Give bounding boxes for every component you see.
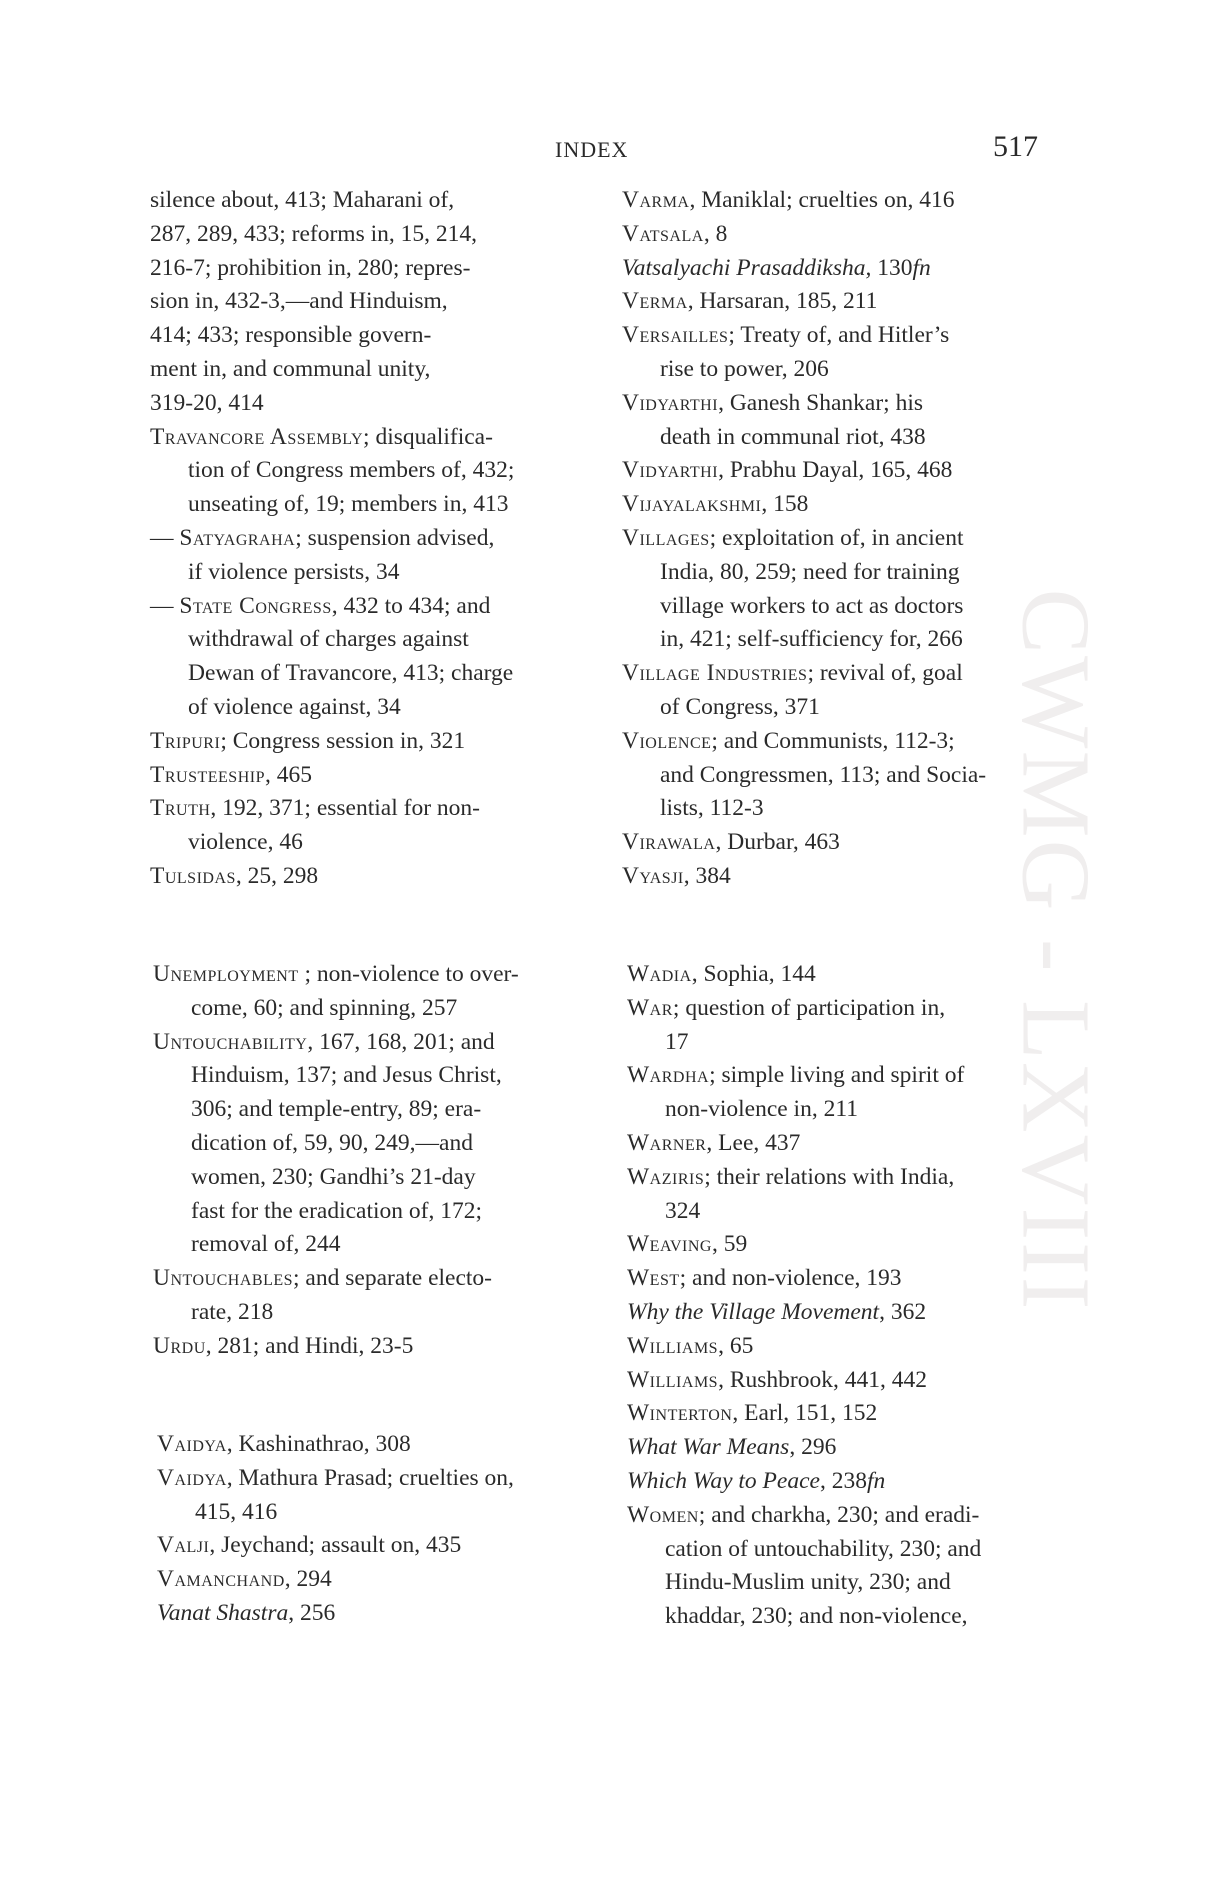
entry-first-line [622,826,1042,860]
index-entry [622,454,1042,488]
entry-line: 216-7; prohibition in, 280; repres- [150,254,471,281]
entry-first-line [627,1127,1047,1161]
index-entry [153,1262,573,1330]
index-entry [153,1026,573,1263]
entry-continuation-line: if violence persists, 34 [188,558,400,585]
right-column-w-entries [627,958,1047,1634]
entry-continuation-line: unseating of, 19; members in, 413 [188,491,509,518]
entry-heading: Untouchability [153,1028,308,1055]
entry-first-line [622,285,1042,319]
entry-continuation-line: withdrawal of charges against [188,626,469,653]
entry-first-line [627,1330,1047,1364]
entry-dash: — [150,592,180,619]
entry-text: , 65 [718,1332,754,1359]
entry-title-italic: Which Way to Peace [627,1467,820,1494]
entry-continuation-line: Hindu-Muslim unity, 230; and [665,1569,951,1596]
index-entry [627,1397,1047,1431]
entry-text: , 256 [288,1599,336,1626]
entry-heading: Wadia [627,961,692,987]
entry-footnote-mark: fn [866,1467,886,1494]
entry-heading: Valji [157,1532,210,1559]
entry-continuation-line: non-violence in, 211 [665,1096,858,1123]
entry-first-line [153,1330,573,1364]
entry-dash: — [150,524,180,551]
entry-continuation-line: and Congressmen, 113; and Socia- [660,761,987,788]
entry-continuation-line: 324 [665,1197,701,1224]
index-entry [150,725,570,759]
entry-text: ; revival of, goal [807,660,963,687]
entry-title-italic: Vatsalyachi Prasaddiksha, [622,254,872,281]
entry-continuation-line: lists, 112-3 [660,795,764,822]
entry-text: , 281; and Hindi, 23-5 [205,1332,414,1359]
entry-line: sion in, 432-3,—and Hinduism, [150,288,448,315]
entry-heading: Warner [627,1129,707,1156]
entry-continuation-line: India, 80, 259; need for training [660,558,960,585]
entry-heading: Village Industries [622,660,808,687]
entry-heading: Vyasji [622,862,684,889]
entry-text: , 192, 371; essential for non- [210,795,480,822]
entry-first-line [627,1296,1047,1330]
entry-first-line [627,1465,1047,1499]
entry-text: ; Congress session in, 321 [220,727,466,754]
index-entry [150,860,570,894]
index-entry [622,218,1042,252]
entry-text: ; and non-violence, 193 [679,1265,902,1292]
entry-heading: Violence [622,727,712,754]
entry-heading: Vidyarthi [622,389,719,416]
entry-first-line [157,1462,577,1496]
entry-text: , Jeychand; assault on, 435 [209,1532,462,1559]
entry-text: , 8 [703,220,728,247]
entry-heading: Winterton [627,1400,733,1427]
entry-continuation-line: rate, 218 [191,1298,274,1325]
index-entry [622,826,1042,860]
index-entry [153,958,573,1026]
entry-heading: Tulsidas [150,862,236,889]
entry-continuation-line: death in communal riot, 438 [660,423,926,450]
entry-text: , 384 [683,862,731,889]
index-entry [622,657,1042,725]
index-entry [622,860,1042,894]
entry-text: , 362 [879,1298,927,1325]
entry-first-line [150,590,570,624]
entry-first-line [627,1262,1047,1296]
watermark-text: CWMG - LXVIII [1001,588,1109,1312]
entry-first-line [150,759,570,793]
entry-text: , 25, 298 [235,862,319,889]
entry-first-line [627,1364,1047,1398]
index-entry [627,1364,1047,1398]
entry-first-line [150,421,570,455]
entry-continuation-line: cation of untouchability, 230; and [665,1535,982,1562]
entry-first-line [622,454,1042,488]
entry-text: , 465 [264,761,312,788]
entry-first-line [622,657,1042,691]
entry-text: , Maniklal; cruelties on, 416 [689,187,955,213]
page-number: 517 [993,130,1038,163]
index-entry [627,1330,1047,1364]
entry-continuation-line: of Congress, 371 [660,693,820,720]
entry-first-line [150,725,570,759]
entry-heading: Vatsala [622,220,704,247]
entry-line: 319-20, 414 [150,389,264,416]
entry-continuation-line: village workers to act as doctors [660,592,964,619]
entry-first-line [153,1026,573,1060]
entry-text: , Durbar, 463 [715,829,840,856]
entry-text: , Sophia, 144 [691,961,816,987]
index-entry [150,421,570,522]
entry-first-line [157,1597,577,1631]
entry-continuation-line: dication of, 59, 90, 249,—and [191,1129,473,1156]
entry-footnote-mark: fn [912,254,931,281]
entry-text: , 432 to 434; and [331,592,491,619]
entry-heading: Wardha [627,1062,710,1089]
index-entry [157,1462,577,1530]
entry-text: , 238 [819,1467,867,1494]
index-entry [622,252,1042,286]
running-header: INDEX [555,137,629,162]
index-entry [627,1127,1047,1161]
entry-first-line [153,958,573,992]
index-entry [627,992,1047,1060]
entry-continuation-line: women, 230; Gandhi’s 21-day [191,1163,476,1190]
entry-first-line [627,1499,1047,1533]
entry-text: , Lee, 437 [706,1129,801,1156]
entry-text: , Rushbrook, 441, 442 [718,1366,927,1393]
entry-first-line [157,1428,577,1462]
entry-first-line [627,1161,1047,1195]
entry-text: ; question of participation in, [672,994,946,1021]
entry-text: , 296 [789,1434,837,1461]
entry-title-italic: What War Means [627,1434,790,1461]
index-entry [627,1262,1047,1296]
entry-continuation-line: 415, 416 [195,1498,278,1525]
entry-first-line [622,522,1042,556]
entry-heading: Urdu [153,1332,206,1359]
entry-first-line [157,1529,577,1563]
entry-first-line [622,252,1042,286]
left-column-v-entries [157,1428,577,1631]
index-entry [627,958,1047,992]
entry-continuation-line: violence, 46 [188,829,303,856]
left-column-u-entries [153,958,573,1364]
entry-text: ; Treaty of, and Hitler’s [728,322,950,349]
entry-text: , Mathura Prasad; cruelties on, [226,1464,514,1491]
entry-first-line [627,958,1047,992]
entry-continuation-line: Hinduism, 137; and Jesus Christ, [191,1062,502,1089]
index-entry [627,1465,1047,1499]
left-column-t-entries [150,184,570,894]
index-entry [622,319,1042,387]
index-entry [622,285,1042,319]
entry-text: ; disqualifica- [363,423,493,450]
entry-continuation-line: of violence against, 34 [188,693,401,720]
entry-continuation-line: tion of Congress members of, 432; [188,457,515,484]
entry-continuation-line: fast for the eradication of, 172; [191,1197,483,1224]
entry-text: , 158 [761,491,809,518]
entry-line: 414; 433; responsible govern- [150,322,432,349]
entry-text: , Kashinathrao, 308 [226,1431,411,1457]
entry-text: ; and charkha, 230; and eradi- [698,1501,980,1528]
entry-heading: Virawala [622,829,716,856]
index-entry [157,1563,577,1597]
entry-heading: Vidyarthi [622,457,719,484]
entry-first-line [622,218,1042,252]
index-entry [150,590,570,725]
index-entry [150,184,570,421]
entry-text: , Ganesh Shankar; his [718,389,923,416]
entry-line: ment in, and communal unity, [150,355,431,382]
entry-continuation-line: 306; and temple-entry, 89; era- [191,1096,482,1123]
entry-heading: Waziris [627,1163,705,1190]
entry-heading: Truth [150,795,211,822]
index-entry [150,792,570,860]
entry-text: ; exploitation of, in ancient [709,524,964,551]
entry-heading: Villages [622,524,710,551]
index-entry [153,1330,573,1364]
entry-continuation-line: rise to power, 206 [660,355,829,382]
entry-text: ; non-violence to over- [298,961,519,987]
entry-text: 130 [871,254,913,281]
entry-text: , Earl, 151, 152 [732,1400,878,1427]
entry-first-line [150,860,570,894]
entry-heading: Vijayalakshmi [622,491,762,518]
entry-first-line [627,1228,1047,1262]
entry-first-line [622,860,1042,894]
index-entry [622,522,1042,657]
index-entry [157,1529,577,1563]
entry-first-line [622,319,1042,353]
index-entry [622,387,1042,455]
entry-heading: Verma [622,288,688,315]
entry-first-line [622,488,1042,522]
entry-heading: Vamanchand [157,1566,285,1593]
index-entry [622,725,1042,826]
entry-heading: Vaidya [157,1464,227,1491]
entry-line: 287, 289, 433; reforms in, 15, 214, [150,220,478,247]
entry-heading: Vaidya [157,1431,227,1457]
entry-first-line [153,1262,573,1296]
entry-heading: Untouchables [153,1265,294,1292]
entry-text: ; suspension advised, [295,524,495,551]
entry-text: ; and Communists, 112-3; [711,727,955,754]
index-entry [157,1597,577,1631]
index-entry [627,1228,1047,1262]
entry-text: , Prabhu Dayal, 165, 468 [718,457,953,484]
entry-text: , 167, 168, 201; and [307,1028,495,1055]
entry-title-italic: Why the Village Movement [627,1298,880,1325]
entry-heading: Women [627,1501,699,1528]
index-entry [150,759,570,793]
index-entry [627,1161,1047,1229]
entry-heading: Williams [627,1332,719,1359]
entry-heading: State Congress [179,592,332,619]
entry-text: ; their relations with India, [704,1163,955,1190]
entry-first-line [627,1431,1047,1465]
entry-continuation-line: Dewan of Travancore, 413; charge [188,660,514,687]
entry-first-line [622,387,1042,421]
entry-line: silence about, 413; Maharani of, [150,187,455,213]
index-entry [150,522,570,590]
entry-heading: Unemployment [153,961,299,987]
entry-heading: Varma [622,187,690,213]
entry-heading: West [627,1265,680,1292]
entry-first-line [622,184,1042,218]
entry-text: , 59 [711,1231,748,1258]
entry-heading: Weaving [627,1231,712,1258]
entry-continuation-line: in, 421; self-sufficiency for, 266 [660,626,963,653]
entry-heading: War [627,994,673,1021]
entry-heading: Williams [627,1366,719,1393]
index-entry [627,1431,1047,1465]
entry-first-line [622,725,1042,759]
entry-text: ; simple living and spirit of [709,1062,965,1089]
entry-text: , 294 [284,1566,332,1593]
index-entry [157,1428,577,1462]
entry-continuation-line: 17 [665,1028,689,1055]
entry-first-line [150,522,570,556]
index-entry [627,1499,1047,1634]
entry-first-line [627,1397,1047,1431]
entry-heading: Trusteeship [150,761,265,788]
right-column-v-entries [622,184,1042,894]
index-entry [627,1059,1047,1127]
index-entry [622,184,1042,218]
entry-continuation-line: come, 60; and spinning, 257 [191,994,458,1021]
entry-first-line [627,992,1047,1026]
index-entry [622,488,1042,522]
entry-first-line [157,1563,577,1597]
entry-heading: Satyagraha [179,524,296,551]
entry-title-italic: Vanat Shastra [157,1599,289,1626]
entry-continuation-line: khaddar, 230; and non-violence, [665,1603,968,1630]
entry-text: , Harsaran, 185, 211 [687,288,878,315]
entry-first-line [150,792,570,826]
entry-first-line [627,1059,1047,1093]
entry-heading: Travancore Assembly [150,423,364,450]
entry-heading: Tripuri [150,727,221,754]
entry-heading: Versailles [622,322,729,349]
index-entry [627,1296,1047,1330]
entry-text: ; and separate electo- [293,1265,493,1292]
entry-continuation-line: removal of, 244 [191,1231,341,1258]
